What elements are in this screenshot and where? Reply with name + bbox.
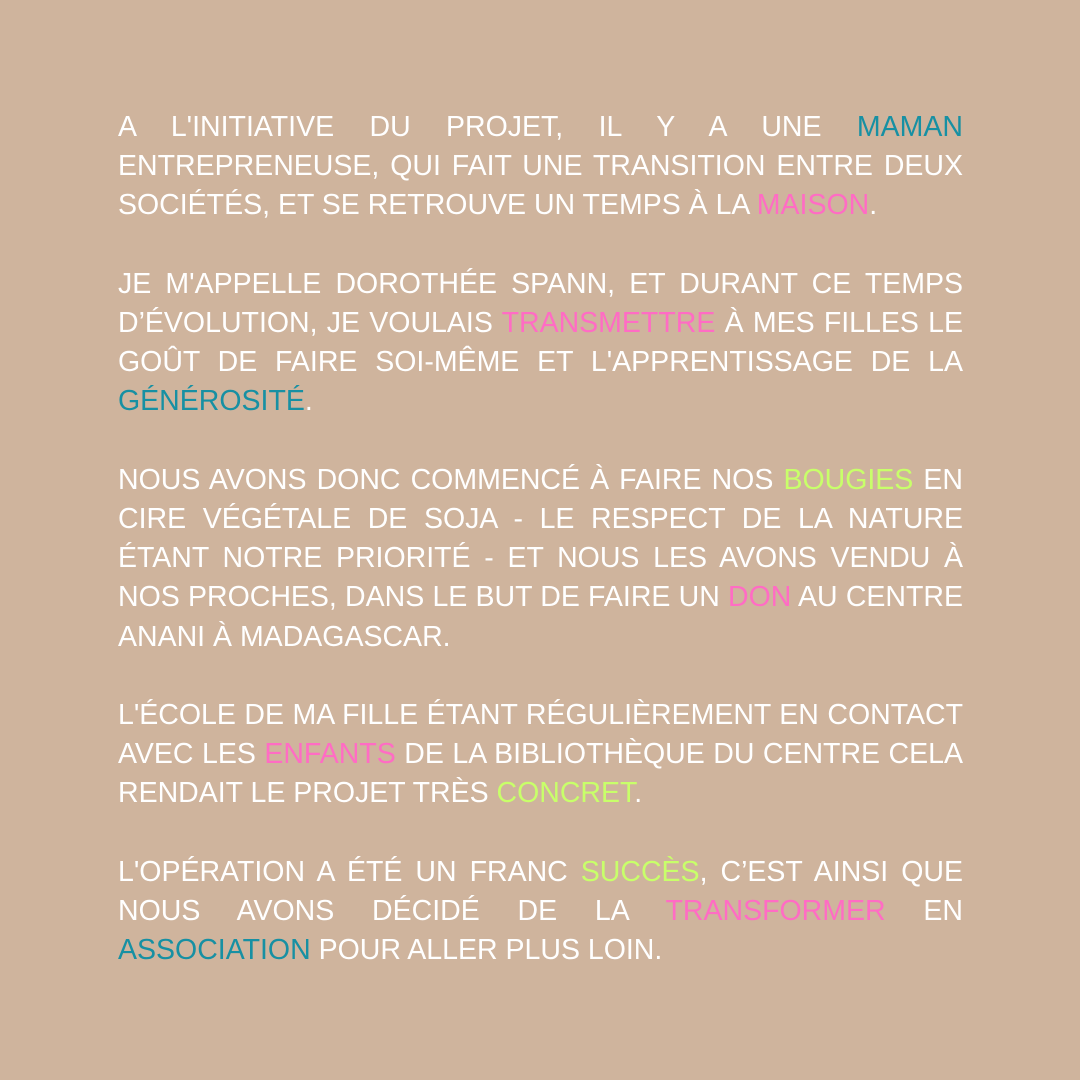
- paragraph-school: [118, 696, 963, 814]
- text-segment: JE M'APPELLE DOROTHÉE SPANN, ET DURANT CE TEMPS D’ÉVOLUTION, JE VOULAIS: [118, 267, 963, 339]
- highlight-word: SUCCÈS: [580, 855, 700, 888]
- highlight-word: BOUGIES: [783, 463, 914, 496]
- text-segment: AU CENTRE ANANI À MADAGASCAR.: [118, 581, 963, 653]
- text-segment: NOUS AVONS DONC COMMENCÉ À FAIRE NOS: [118, 463, 784, 496]
- text-segment: .: [304, 385, 313, 418]
- paragraph-association: [118, 853, 963, 971]
- text-segment: EN: [885, 895, 963, 927]
- highlight-word: ASSOCIATION: [118, 934, 311, 967]
- text-segment: À MES FILLES LE GOÛT DE FAIRE SOI-MÊME ET L'APPRENTISSAGE DE LA: [118, 307, 963, 379]
- paragraph-candles: [118, 461, 963, 657]
- text-segment: , C’EST AINSI QUE NOUS AVONS DÉCIDÉ DE LA: [118, 855, 964, 927]
- highlight-word: ENFANTS: [264, 738, 396, 771]
- text-segment: L'ÉCOLE DE MA FILLE ÉTANT RÉGULIÈREMENT EN CONTACT AVEC LES: [118, 699, 963, 771]
- text-segment: .: [634, 777, 643, 810]
- highlight-word: MAMAN: [856, 111, 963, 143]
- paragraph-intro: [118, 108, 963, 226]
- text-segment: DE LA BIBLIOTHÈQUE DU CENTRE CELA RENDAIT LE PROJET TRÈS: [118, 738, 963, 810]
- highlight-word: DON: [728, 581, 792, 614]
- highlight-word: TRANSMETTRE: [501, 307, 716, 339]
- story-text-block: [118, 108, 963, 970]
- paragraph-author: [118, 265, 963, 422]
- text-segment: A L'INITIATIVE DU PROJET, IL Y A UNE: [118, 111, 857, 143]
- text-segment: L'OPÉRATION A ÉTÉ UN FRANC: [118, 855, 581, 888]
- highlight-word: GÉNÉROSITÉ: [118, 385, 305, 418]
- text-segment: EN CIRE VÉGÉTALE DE SOJA - LE RESPECT DE LA NATURE ÉTANT NOTRE PRIORITÉ - ET NOUS LES AVONS VENDU À NOS PROCHES, DANS LE BUT DE FAIRE UN: [118, 463, 963, 614]
- highlight-word: CONCRET: [496, 777, 635, 810]
- text-segment: ENTREPRENEUSE, QUI FAIT UNE TRANSITION ENTRE DEUX SOCIÉTÉS, ET SE RETROUVE UN TEMPS À LA: [118, 150, 963, 222]
- text-segment: .: [869, 189, 878, 222]
- highlight-word: TRANSFORMER: [665, 895, 886, 927]
- highlight-word: MAISON: [756, 189, 870, 222]
- text-segment: POUR ALLER PLUS LOIN.: [310, 934, 663, 967]
